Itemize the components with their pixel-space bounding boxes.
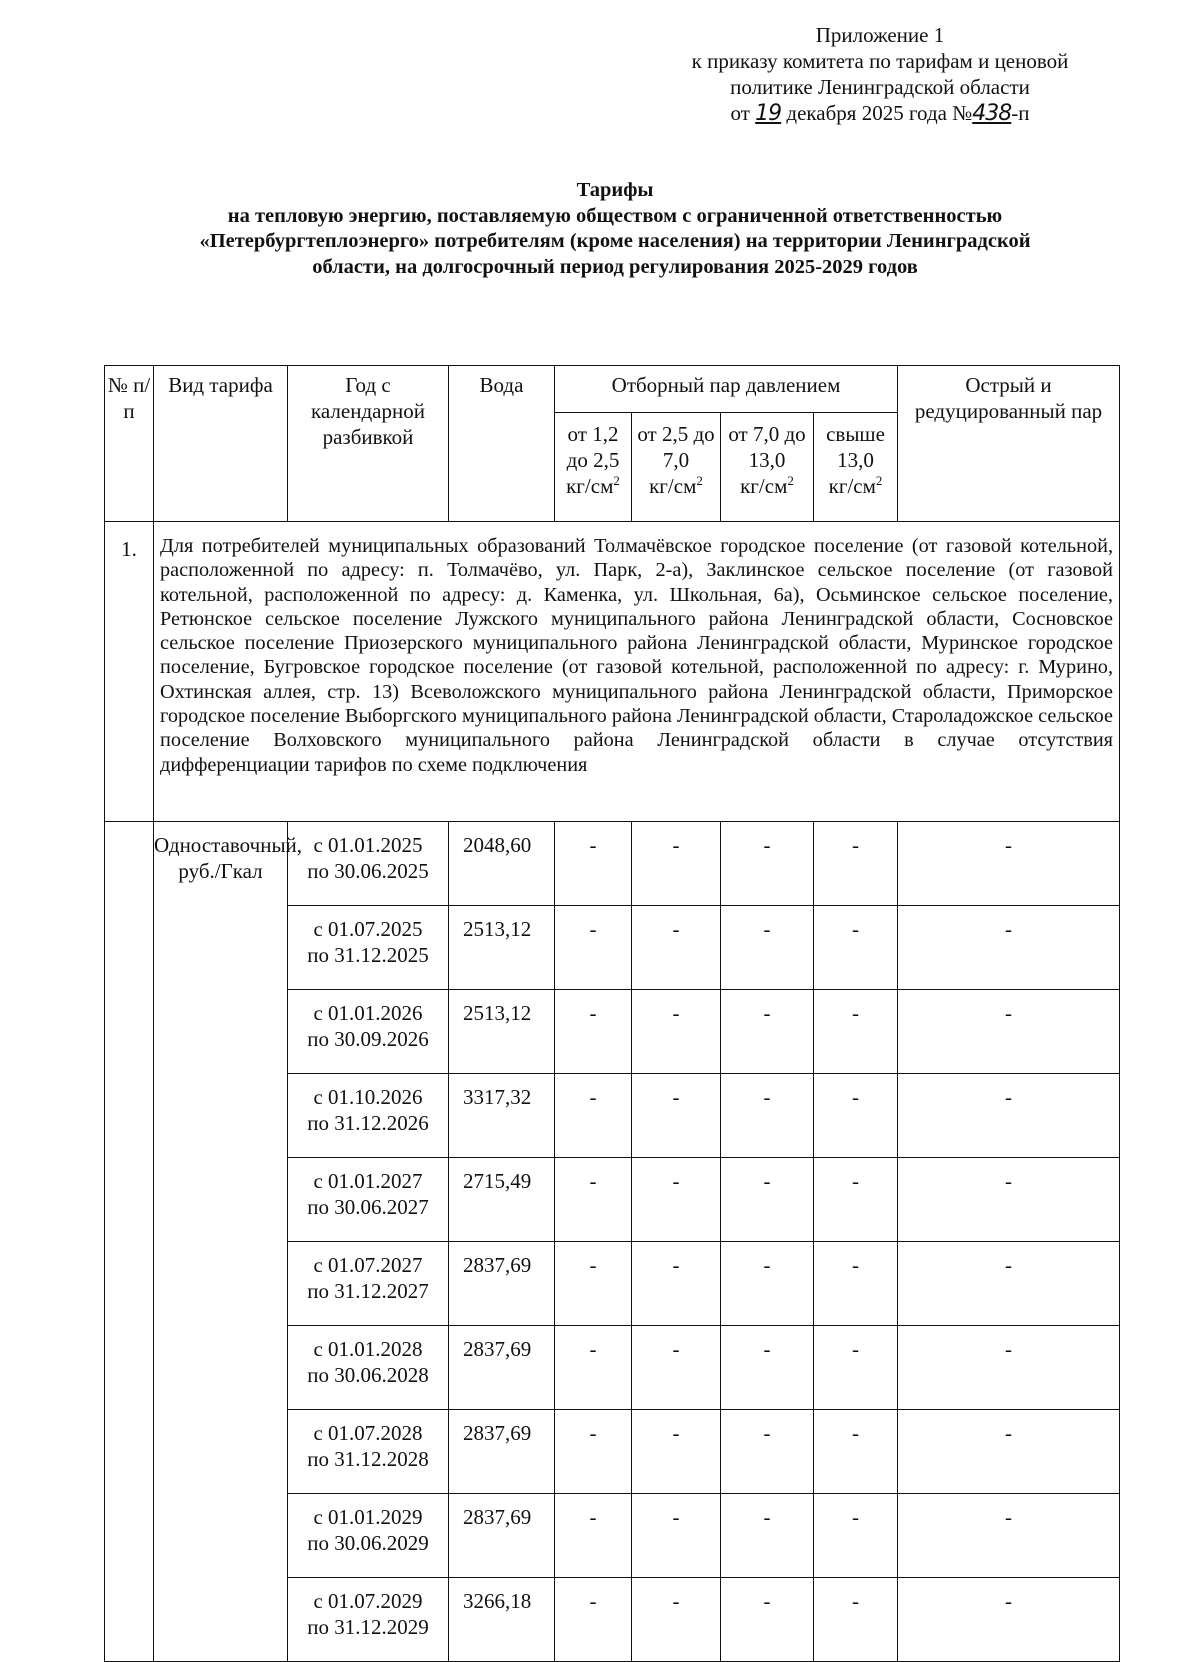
period-cell — [288, 990, 449, 1074]
water-value: 2715,49 — [449, 1158, 555, 1242]
dash-cell: - — [555, 1326, 632, 1410]
dash-cell: - — [898, 1158, 1120, 1242]
period-from: с 01.07.2027 — [313, 1253, 423, 1277]
order-suffix: -п — [1011, 101, 1030, 125]
dash-cell: - — [632, 822, 721, 906]
appendix-block — [640, 22, 1120, 127]
appendix-date-line — [640, 100, 1120, 127]
period-to: по 30.06.2025 — [307, 859, 429, 883]
period-cell — [288, 1410, 449, 1494]
period-from: с 01.01.2028 — [313, 1337, 423, 1361]
period-cell — [288, 1158, 449, 1242]
dash-cell: - — [814, 1242, 898, 1326]
title-line-2: на тепловую энергию, поставляемую обществом с ограниченной ответственностью — [227, 204, 1003, 227]
period-to: по 31.12.2025 — [307, 943, 429, 967]
header-pressure-3: от 7,0 до 13,0 $кг/см^2$ — [721, 413, 814, 522]
header-pressure-1: от 1,2 до 2,5 $кг/см^2$ — [555, 413, 632, 522]
period-to: по 30.06.2028 — [307, 1363, 429, 1387]
dash-cell: - — [721, 906, 814, 990]
period-to: по 31.12.2027 — [307, 1279, 429, 1303]
dash-cell: - — [632, 906, 721, 990]
dash-cell: - — [814, 990, 898, 1074]
dash-cell: - — [898, 1578, 1120, 1662]
period-to: по 30.06.2029 — [307, 1531, 429, 1555]
dash-cell: - — [814, 1158, 898, 1242]
dash-cell: - — [555, 1074, 632, 1158]
header-tariff-type: Вид тарифа — [154, 366, 288, 522]
dash-cell: - — [814, 822, 898, 906]
period-to: по 30.09.2026 — [307, 1027, 429, 1051]
tariff-table — [104, 365, 1120, 1662]
period-from: с 01.10.2026 — [313, 1085, 423, 1109]
empty-num-cell — [105, 822, 154, 1662]
period-to: по 31.12.2028 — [307, 1447, 429, 1471]
order-number: 438 — [972, 101, 1012, 126]
title-line-3: «Петербургтеплоэнерго» потребителям (кроме населения) на территории Ленинградской — [199, 230, 1031, 252]
dash-cell: - — [555, 1494, 632, 1578]
appendix-order-line: к приказу комитета по тарифам и ценовой — [691, 49, 1069, 73]
dash-cell: - — [898, 906, 1120, 990]
water-value: 3266,18 — [449, 1578, 555, 1662]
dash-cell: - — [721, 1326, 814, 1410]
period-cell — [288, 822, 449, 906]
group-number: 1. — [105, 522, 154, 822]
dash-cell: - — [898, 1326, 1120, 1410]
period-from: с 01.01.2025 — [313, 833, 423, 857]
tariff-type-cell: Одноставочный, руб./Гкал — [154, 822, 288, 1662]
dash-cell: - — [721, 990, 814, 1074]
group-description: Для потребителей муниципальных образований Толмачёвское городское поселение (от газовой котельной, расположенной по адресу: п. Толмачёво, ул. Парк, 2-а), Заклинское сельское поселение (от газовой котельной, расположенной по адресу: д. Каменка, ул. Школьная, 6а), Осьминское сельское поселение, Ретюнское сельское поселение Лужского муниципального района Ленинградской области, Сосновское сельское поселение Приозерского муниципального района Ленинградской области, Муринское городское поселение, Бугровское городское поселение (от газовой котельной, расположенной по адресу: г. Мурино, Охтинская аллея, стр. 13) Всеволожского муниципального района Ленинградской области, Приморское городское поселение Выборгского муниципального района Ленинградской области, Староладожское сельское поселение Волховского муниципального района Ленинградской области в случае отсутствия дифференциации тарифов по схеме подключения — [154, 522, 1120, 822]
dash-cell: - — [721, 1074, 814, 1158]
period-to: по 30.06.2027 — [307, 1195, 429, 1219]
period-from: с 01.07.2025 — [313, 917, 423, 941]
header-steam: Отборный пар давлением — [555, 366, 898, 413]
header-num: № п/п — [105, 366, 154, 522]
dash-cell: - — [898, 1242, 1120, 1326]
period-from: с 01.01.2027 — [313, 1169, 423, 1193]
period-to: по 31.12.2026 — [307, 1111, 429, 1135]
water-value: 2837,69 — [449, 1326, 555, 1410]
period-from: с 01.01.2029 — [313, 1505, 423, 1529]
title-line-1: Тарифы — [576, 179, 654, 201]
period-cell — [288, 1578, 449, 1662]
dash-cell: - — [721, 1578, 814, 1662]
date-prefix: от — [730, 101, 750, 125]
water-value: 2048,60 — [449, 822, 555, 906]
period-cell — [288, 1326, 449, 1410]
period-from: с 01.07.2028 — [313, 1421, 423, 1445]
appendix-committee-line: политике Ленинградской области — [730, 75, 1030, 99]
dash-cell: - — [555, 1410, 632, 1494]
header-water: Вода — [449, 366, 555, 522]
header-year: Год с календарной разбивкой — [288, 366, 449, 522]
dash-cell: - — [632, 1326, 721, 1410]
dash-cell: - — [814, 1410, 898, 1494]
period-from: с 01.07.2029 — [313, 1589, 423, 1613]
dash-cell: - — [632, 1242, 721, 1326]
dash-cell: - — [898, 990, 1120, 1074]
dash-cell: - — [814, 1578, 898, 1662]
dash-cell: - — [555, 906, 632, 990]
water-value: 2837,69 — [449, 1242, 555, 1326]
header-pressure-2: от 2,5 до 7,0 $кг/см^2$ — [632, 413, 721, 522]
dash-cell: - — [898, 1410, 1120, 1494]
dash-cell: - — [632, 1074, 721, 1158]
title-line-4: области, на долгосрочный период регулирования 2025-2029 годов — [312, 255, 918, 278]
dash-cell: - — [555, 1158, 632, 1242]
dash-cell: - — [721, 1494, 814, 1578]
water-value: 2513,12 — [449, 990, 555, 1074]
dash-cell: - — [814, 1494, 898, 1578]
dash-cell: - — [632, 1410, 721, 1494]
dash-cell: - — [721, 1242, 814, 1326]
dash-cell: - — [555, 1242, 632, 1326]
document-title — [110, 178, 1120, 280]
dash-cell: - — [814, 1074, 898, 1158]
dash-cell: - — [898, 1074, 1120, 1158]
dash-cell: - — [898, 822, 1120, 906]
dash-cell: - — [814, 1326, 898, 1410]
water-value: 3317,32 — [449, 1074, 555, 1158]
period-cell — [288, 1494, 449, 1578]
water-value: 2837,69 — [449, 1494, 555, 1578]
dash-cell: - — [721, 822, 814, 906]
period-from: с 01.01.2026 — [313, 1001, 423, 1025]
dash-cell: - — [632, 1578, 721, 1662]
dash-cell: - — [632, 1158, 721, 1242]
dash-cell: - — [555, 990, 632, 1074]
dash-cell: - — [721, 1158, 814, 1242]
dash-cell: - — [814, 906, 898, 990]
period-cell — [288, 1242, 449, 1326]
date-rest: декабря 2025 года № — [786, 101, 973, 125]
water-value: 2513,12 — [449, 906, 555, 990]
dash-cell: - — [721, 1410, 814, 1494]
appendix-title: Приложение 1 — [815, 23, 945, 47]
period-to: по 31.12.2029 — [307, 1615, 429, 1639]
dash-cell: - — [555, 822, 632, 906]
dash-cell: - — [632, 990, 721, 1074]
dash-cell: - — [555, 1578, 632, 1662]
water-value: 2837,69 — [449, 1410, 555, 1494]
header-sharp-steam: Острый и редуцированный пар — [898, 366, 1120, 522]
header-pressure-4: свыше 13,0 $кг/см^2$ — [814, 413, 898, 522]
date-day: 19 — [755, 101, 782, 126]
dash-cell: - — [898, 1494, 1120, 1578]
dash-cell: - — [632, 1494, 721, 1578]
period-cell — [288, 906, 449, 990]
period-cell — [288, 1074, 449, 1158]
table-row — [105, 822, 1120, 906]
